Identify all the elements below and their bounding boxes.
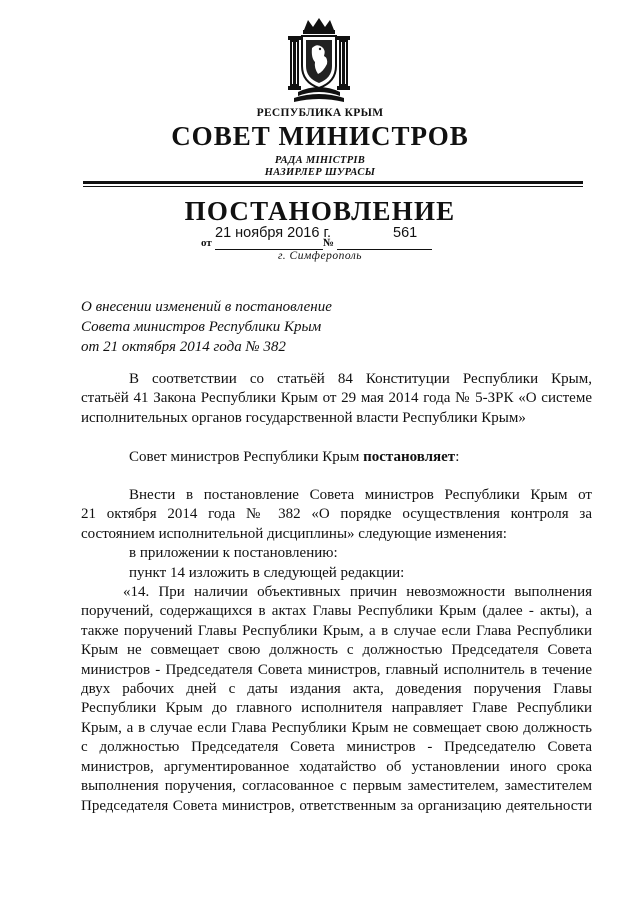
paragraph-line: пункт 14 изложить в следующей редакции: (129, 564, 405, 581)
decree-number: 561 (393, 225, 418, 241)
decree-city: г. Симферополь (277, 250, 363, 262)
paragraph-line: Крым не совмещает свою должность с должностью Председателя Совета (81, 642, 592, 659)
amendment-paragraph (81, 486, 592, 816)
council-name: СОВЕТ МИНИСТРОВ (171, 121, 469, 151)
paragraph-line: состоянием исполнительной дисциплины» следующие изменения: (81, 525, 507, 542)
header-divider-thin (83, 186, 583, 187)
republic-name: РЕСПУБЛИКА КРЫМ (256, 107, 384, 119)
paragraph-line: «14. При наличии объективных причин невозможности выполнения (123, 584, 592, 601)
date-label: от (201, 237, 212, 249)
paragraph-line: Республики Крым до главного исполнителя направляет Главе Республики (81, 700, 592, 717)
paragraph-line: 21 октября 2014 года № 382 «О порядке осуществления контроля за (81, 506, 592, 523)
paragraph-line: министров, аргументированное ходатайство об установлении иного срока (81, 758, 592, 775)
preamble-paragraph (81, 370, 592, 428)
paragraph-line: Крым, а в случае если Глава Республики Крым не совмещает свою должность (81, 719, 592, 736)
crimea-coat-of-arms-icon (284, 16, 354, 106)
subject-line: от 21 октября 2014 года № 382 (81, 339, 286, 355)
paragraph-line: В соответствии со статьёй 84 Конституции Республики Крым, (129, 371, 592, 387)
subject-line: О внесении изменений в постановление (81, 299, 332, 315)
paragraph-line: статьёй 41 Закона Республики Крым от 29 мая 2014 года № 5-ЗРК «О системе (81, 390, 592, 407)
paragraph-line (81, 448, 592, 467)
paragraph-line: поручений, содержащихся в актах Главы Республики Крым (далее - акты), а (81, 603, 592, 620)
subject-line: Совета министров Республики Крым (81, 319, 322, 335)
paragraph-line: также поручений Главы Республики Крым, а в случае если Глава Республики (81, 622, 592, 639)
council-name-crh: НАЗИРЛЕР ШУРАСЫ (264, 167, 376, 178)
council-name-ua: РАДА МІНІСТРІВ (274, 155, 366, 166)
resolution-keyword: постановляет (363, 449, 456, 465)
decree-date: 21 ноября 2016 г. (215, 225, 331, 241)
paragraph-line: двух рабочих дней с даты издания акта, доведения поручения Главы (81, 681, 592, 698)
paragraph-line: выполнения поручения, согласованное с первым заместителем, заместителем (81, 778, 592, 795)
paragraph-line: Внести в постановление Совета министров Республики Крым от (129, 487, 592, 503)
decree-subject (81, 297, 332, 357)
resolution-prefix: Совет министров Республики Крым (129, 449, 360, 465)
header-divider-thick (83, 181, 583, 184)
paragraph-line: Председателя Совета министров, ответственным за организацию деятельности (81, 797, 592, 814)
paragraph-line: с должностью Председателя Совета министров - Председателю Совета (81, 739, 592, 756)
decree-title: ПОСТАНОВЛЕНИЕ (184, 196, 456, 226)
number-label: № (323, 237, 335, 249)
resolution-paragraph (81, 448, 592, 467)
paragraph-line: исполнительных органов государственной власти Республики Крым» (81, 409, 526, 426)
paragraph-line: министров - Председателя Совета министров, главный исполнитель в течение (81, 661, 592, 678)
paragraph-line: в приложении к постановлению: (129, 545, 338, 562)
resolution-suffix: : (455, 449, 460, 465)
